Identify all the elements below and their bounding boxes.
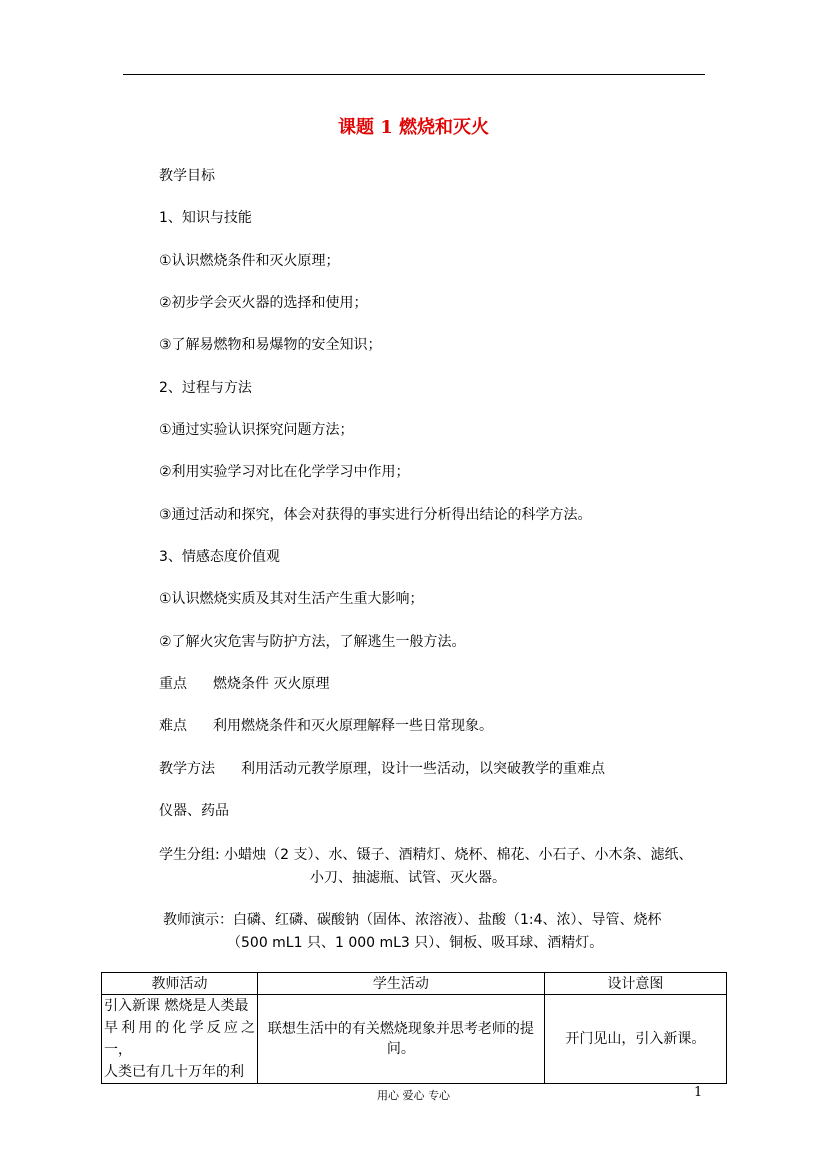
subsection-heading: 2、过程与方法 [159, 380, 252, 396]
design-intent-cell [544, 995, 726, 1084]
table-header-cell: 教师活动 [102, 973, 258, 995]
document-title: 课题 1 燃烧和灭火 [337, 117, 490, 138]
subsection-heading: 1、知识与技能 [159, 210, 252, 226]
list-item: ①认识燃烧条件和灭火原理； [159, 253, 340, 269]
method-value: 利用活动元教学原理，设计一些活动，以突破教学的重难点 [241, 761, 605, 777]
teacher-demo-line: 教师演示：白磷、红磷、碳酸钠（固体、浓溶液）、盐酸（1:4、浓）、导管、烧杯 [163, 912, 662, 928]
key-point-label: 重点 [159, 676, 187, 692]
difficulty-value: 利用燃烧条件和灭火原理解释一些日常现象。 [213, 718, 493, 734]
table-row [102, 995, 727, 1084]
list-item: ①通过实验认识探究问题方法； [159, 422, 354, 438]
teacher-activity-line: 引入新课 燃烧是人类最 [104, 998, 249, 1014]
subsection-heading: 3、情感态度价值观 [159, 549, 280, 565]
student-activity-text: 联想生活中的有关燃烧现象并思考老师的提问。 [267, 1021, 534, 1057]
teacher-activity-line: 人类已有几十万年的利 [104, 1064, 244, 1080]
list-item: ②利用实验学习对比在化学学习中作用； [159, 464, 410, 480]
difficulty-line [159, 717, 493, 735]
method-line [159, 760, 605, 778]
teacher-activity-cell [102, 995, 258, 1084]
table-header-cell: 学生活动 [257, 973, 544, 995]
list-item: ②了解火灾危害与防护方法，了解逃生一般方法。 [159, 634, 466, 650]
page-number: 1 [694, 1085, 703, 1100]
student-activity-cell [257, 995, 544, 1084]
student-group-line: 学生分组: 小蜡烛（2 支）、水、镊子、酒精灯、烧杯、棉花、小石子、小木条、滤纸、 [159, 847, 693, 863]
difficulty-label: 难点 [159, 718, 187, 734]
key-point-value: 燃烧条件 灭火原理 [213, 676, 330, 692]
lesson-plan-table [101, 972, 727, 1084]
table-header-row [102, 973, 727, 995]
list-item: ③通过活动和探究，体会对获得的事实进行分析得出结论的科学方法。 [159, 507, 592, 523]
list-item: ②初步学会灭火器的选择和使用； [159, 295, 368, 311]
header-rule [123, 74, 705, 75]
table-header-cell: 设计意图 [544, 973, 726, 995]
key-point-line [159, 675, 329, 693]
method-label: 教学方法 [159, 761, 215, 777]
footer-motto: 用心 爱心 专心 [377, 1089, 450, 1102]
list-item: ③了解易燃物和易爆物的安全知识； [159, 337, 382, 353]
student-group-line-continued: 小刀、抽滤瓶、试管、灭火器。 [310, 870, 506, 886]
list-item: ①认识燃烧实质及其对生活产生重大影响； [159, 591, 424, 607]
design-intent-text: 开门见山，引入新课。 [565, 1031, 706, 1047]
section-heading: 教学目标 [159, 168, 215, 184]
teacher-activity-line: 早利用的化学反应之一， [104, 1020, 255, 1058]
teacher-demo-line-continued: （500 mL1 只、1 000 mL3 只）、铜板、吸耳球、酒精灯。 [227, 935, 604, 951]
materials-heading: 仪器、药品 [159, 803, 229, 819]
